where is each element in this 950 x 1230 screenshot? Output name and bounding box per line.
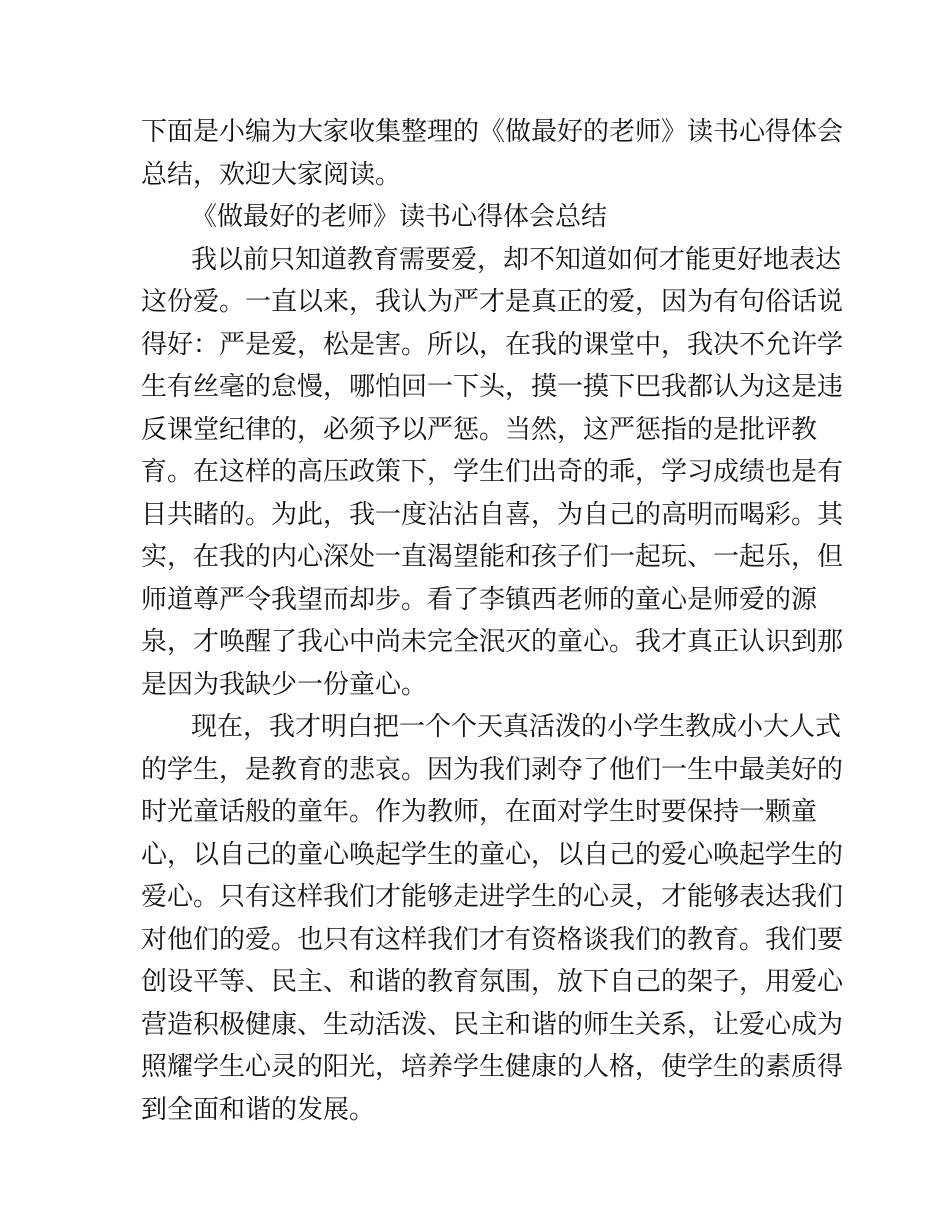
article-title: 《做最好的老师》读书心得体会总结 bbox=[191, 202, 608, 232]
text-line: 目共睹的。为此，我一度沾沾自喜，为自己的高明而喝彩。其 bbox=[141, 499, 844, 530]
text-line: 时光童话般的童年。作为教师，在面对学生时要保持一颗童 bbox=[141, 797, 818, 827]
text-line: 营造积极健康、生动活泼、民主和谐的师生关系，让爱心成为 bbox=[141, 1009, 844, 1040]
text-line: 创设平等、民主、和谐的教育氛围，放下自己的架子，用爱心 bbox=[141, 967, 844, 997]
text-line: 爱心。只有这样我们才能够走进学生的心灵，才能够表达我们 bbox=[141, 882, 844, 912]
text-line: 的学生，是教育的悲哀。因为我们剥夺了他们一生中最美好的 bbox=[141, 754, 844, 785]
text-line: 实，在我的内心深处一直渴望能和孩子们一起玩、一起乐，但 bbox=[141, 542, 844, 572]
text-line: 对他们的爱。也只有这样我们才有资格谈我们的教育。我们要 bbox=[141, 924, 844, 955]
text-line: 泉，才唤醒了我心中尚未完全泯灭的童心。我才真正认识到那 bbox=[141, 627, 844, 657]
text-line: 心，以自己的童心唤起学生的童心，以自己的爱心唤起学生的 bbox=[141, 839, 844, 870]
text-line: 下面是小编为大家收集整理的《做最好的老师》读书心得体会 bbox=[141, 117, 844, 147]
document-body bbox=[141, 111, 844, 1131]
text-line: 反课堂纪律的，必须予以严惩。当然，这严惩指的是批评教 bbox=[141, 414, 818, 445]
text-line: 育。在这样的高压政策下，学生们出奇的乖，学习成绩也是有 bbox=[141, 457, 844, 487]
text-line: 师道尊严令我望而却步。看了李镇西老师的童心是师爱的源 bbox=[141, 584, 818, 615]
text-line: 照耀学生心灵的阳光，培养学生健康的人格，使学生的素质得 bbox=[141, 1052, 844, 1082]
text-line: 得好：严是爱，松是害。所以，在我的课堂中，我决不允许学 bbox=[141, 329, 844, 360]
text-line: 是因为我缺少一份童心。 bbox=[141, 669, 428, 700]
paragraph-start-line: 现在，我才明白把一个个天真活泼的小学生教成小大人式 bbox=[191, 712, 842, 742]
text-line: 总结，欢迎大家阅读。 bbox=[141, 159, 402, 190]
paragraph-start-line: 我以前只知道教育需要爱，却不知道如何才能更好地表达 bbox=[191, 244, 842, 275]
text-line: 生有丝毫的怠慢，哪怕回一下头，摸一摸下巴我都认为这是违 bbox=[141, 372, 844, 402]
text-line: 到全面和谐的发展。 bbox=[141, 1094, 376, 1125]
text-line: 这份爱。一直以来，我认为严才是真正的爱，因为有句俗话说 bbox=[141, 287, 844, 317]
